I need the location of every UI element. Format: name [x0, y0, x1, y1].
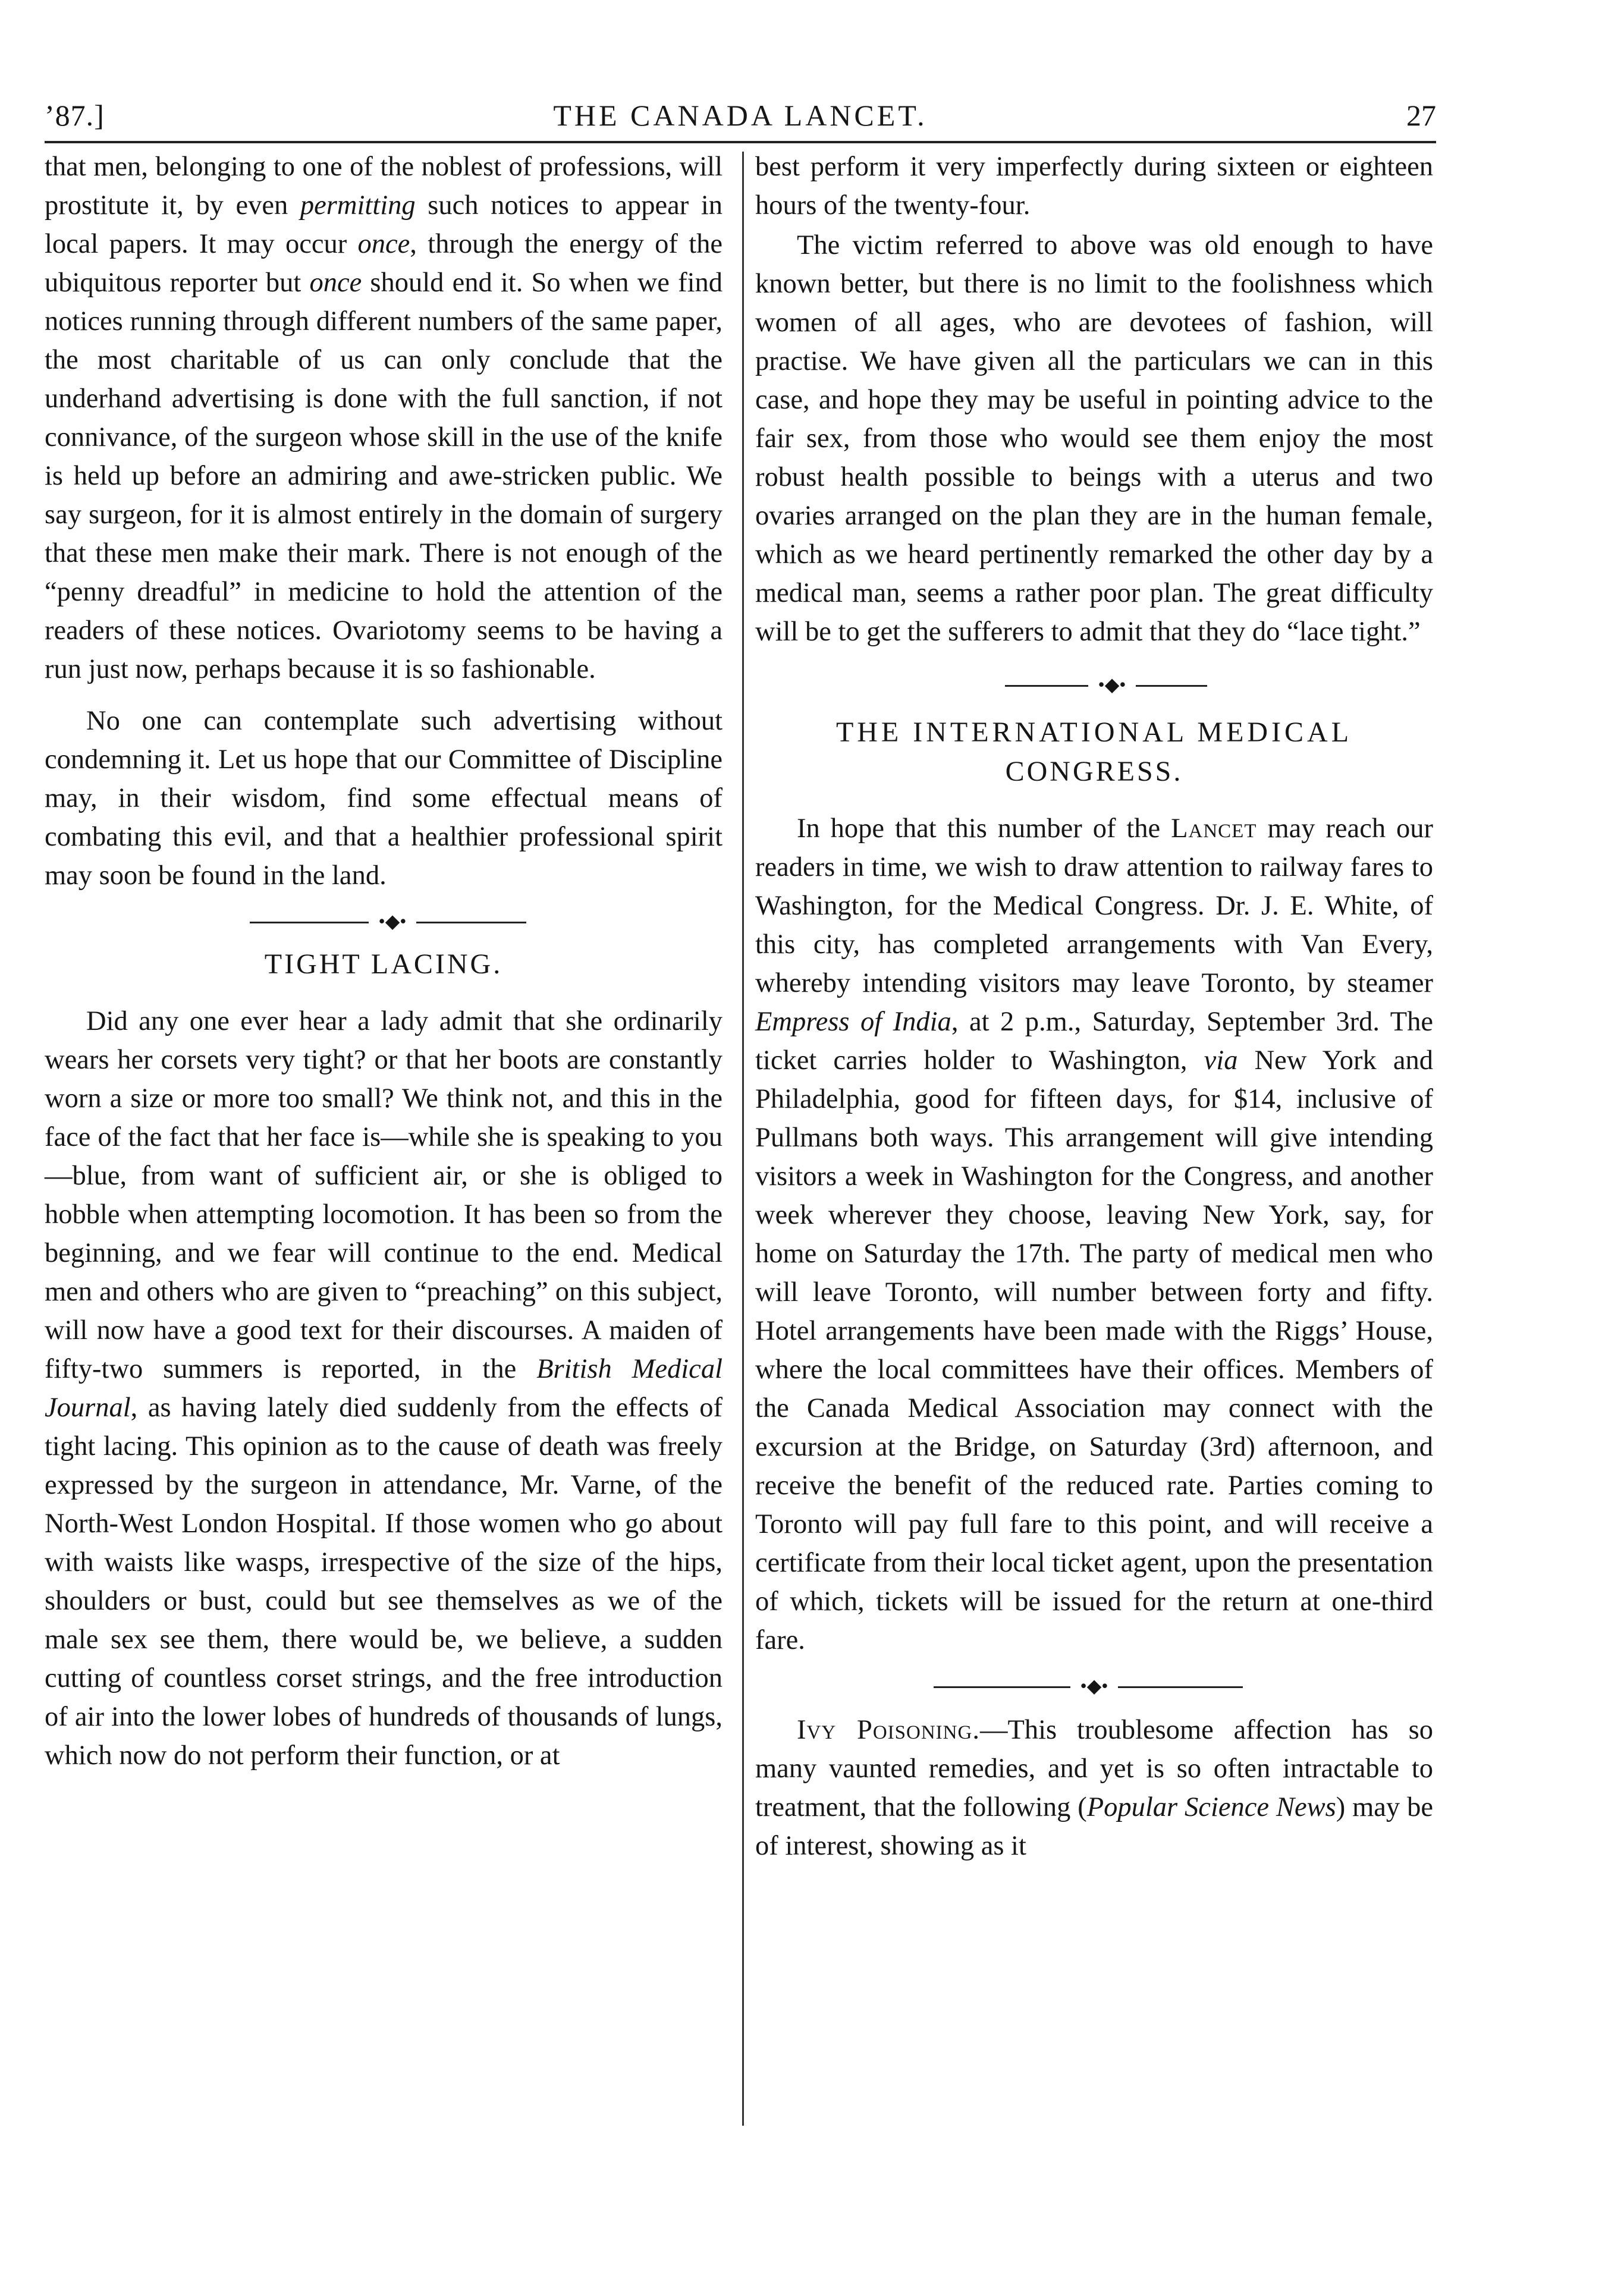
ornament-icon: •◆• — [1098, 674, 1126, 695]
italic-once: once — [357, 229, 410, 259]
ornament-icon: •◆• — [378, 910, 407, 932]
congress-heading-line-2: CONGRESS. — [1005, 756, 1183, 787]
text-run: In hope that this number of the — [797, 813, 1171, 844]
italic-steamer: Empress of India — [755, 1007, 951, 1037]
section-divider — [755, 664, 1433, 706]
lancet-smallcaps: Lancet — [1171, 813, 1257, 844]
page-number: 27 — [1406, 99, 1436, 132]
left-column — [45, 147, 723, 1775]
text-run: that men, belonging to one of the noblest of professions, will prostitute it, by even — [45, 152, 723, 221]
section-divider — [755, 1665, 1433, 1707]
italic-journal: British Medical Journal — [45, 1354, 723, 1423]
text-run: should end it. So when we find notices running through different numbers of the same paper, the most charitable of us can only conclude that the underhand advertising is done with the full sanction, if not connivance, of the surgeon whose skill in the use of the knife is held up before an admiring and awe-stricken public. We say surgeon, for it is almost entirely in the domain of surgery that these men make their mark. There is not enough of the “penny dreadful” in medicine to hold the attention of the readers of these notices. Ovariotomy seems to be having a run just now, perhaps because it is so fashionable. — [45, 268, 723, 684]
text-run: ) may be of interest, showing as it — [755, 1792, 1433, 1861]
divider-line — [1136, 685, 1207, 687]
divider-line — [1005, 685, 1088, 687]
divider-line — [250, 922, 369, 923]
text-run: New York and Philadelphia, good for fifteen days, for $14, inclusive of Pullmans both ways. This arrangement will give intending visitors a week in Washington for the Congress, and another week wherever they choose, leaving New York, say, for home on Saturday the 17th. The party of medical men who will leave Toronto, will number between forty and fifty. Hotel arrangements have been made with the Riggs’ House, where the local committees have their offices. Members of the Canada Medical Association may connect with the excursion at the Bridge, on Saturday (3rd) afternoon, and receive the benefit of the reduced rate. Parties coming to Toronto will pay full fare to this point, and will receive a certificate from their local ticket agent, upon the presentation of which, tickets will be issued for the return at one-third fare. — [755, 1045, 1433, 1655]
text-run: Did any one ever hear a lady admit that she ordinarily wears her corsets very tight? or that her boots are constantly worn a size or more too small? We think not, and this in the face of the fact that her face is—while she is speaking to you—blue, from want of sufficient air, or she is obliged to hobble when attempting locomotion. It has been so from the beginning, and we fear will continue to the end. Medical men and others who are given to “preaching” on this subject, will now have a good text for their discourses. A maiden of fifty-two summers is reported, in the — [45, 1006, 723, 1384]
divider-line — [1118, 1686, 1243, 1688]
tight-lacing-paragraph — [45, 1002, 723, 1775]
congress-paragraph — [755, 809, 1433, 1660]
journal-title: THE CANADA LANCET. — [553, 99, 928, 132]
divider-line — [934, 1686, 1070, 1688]
divider-line — [416, 922, 526, 923]
ivy-lead-smallcaps: Ivy Poisoning. — [797, 1715, 980, 1745]
header-rule — [45, 141, 1436, 143]
header-year: ’87.] — [45, 99, 105, 132]
condemnation-paragraph: No one can contemplate such advertising without condemning it. Let us hope that our Committee of Discipline may, in their wisdom, find some effectual means of combating this evil, and that a healthier professional spirit may soon be found in the land. — [45, 706, 723, 891]
section-divider — [45, 901, 723, 942]
text-run: , as having lately died suddenly from the effects of tight lacing. This opinion as to the cause of death was freely expressed by the surgeon in attendance, Mr. Varne, of the North-West London Hospital. If those women who go about with waists like wasps, irrespective of the size of the hips, shoulders or bust, could but see themselves as we of the male sex see them, there would be, we believe, a sudden cutting of countless corset strings, and the free introduction of air into the lower lobes of hundreds of thousands of lungs, which now do not perform their function, or at — [45, 1393, 723, 1771]
text-run: , at 2 p.m., Saturday, September 3rd. The ticket carries holder to Washington, — [755, 1007, 1433, 1076]
continuation-paragraph: best perform it very imperfectly during sixteen or eighteen hours of the twenty-four. — [755, 152, 1433, 221]
tight-lacing-heading: TIGHT LACING. — [264, 948, 503, 980]
running-header — [45, 98, 1436, 140]
text-run: such notices to appear in local papers. It may occur — [45, 190, 723, 259]
italic-once: once — [309, 268, 362, 298]
text-run: , through the energy of the ubiquitous reporter but — [45, 229, 723, 298]
ivy-poisoning-paragraph — [755, 1711, 1433, 1865]
advertising-paragraph — [45, 147, 723, 689]
italic-permitting: permitting — [300, 190, 416, 221]
column-rule — [742, 152, 744, 2126]
ornament-icon: •◆• — [1080, 1675, 1108, 1696]
victim-paragraph: The victim referred to above was old enough to have known better, but there is no limit to the foolishness which women of all ages, who are devotees of fashion, will practise. We have given all the particulars we can in this case, and hope they may be useful in pointing advice to the fair sex, from those who would see them enjoy the most robust health possible to beings with a uterus and two ovaries arranged on the plan they are in the human female, which as we heard pertinently remarked the other day by a medical man, seems a rather poor plan. The great difficulty will be to get the sufferers to admit that they do “lace tight.” — [755, 230, 1433, 647]
text-run: may reach our readers in time, we wish to draw attention to railway fares to Washington, for the Medical Congress. Dr. J. E. White, of this city, has completed arrangements with Van Every, whereby intending visitors may leave Toronto, by steamer — [755, 813, 1433, 998]
text-run: —This troublesome affection has so many vaunted remedies, and yet is so often intractable to treatment, that the following ( — [755, 1715, 1433, 1822]
italic-via: via — [1204, 1045, 1238, 1076]
congress-heading-line-1: THE INTERNATIONAL MEDICAL — [835, 716, 1353, 748]
right-column — [755, 147, 1433, 1865]
italic-source: Popular Science News — [1086, 1792, 1336, 1822]
